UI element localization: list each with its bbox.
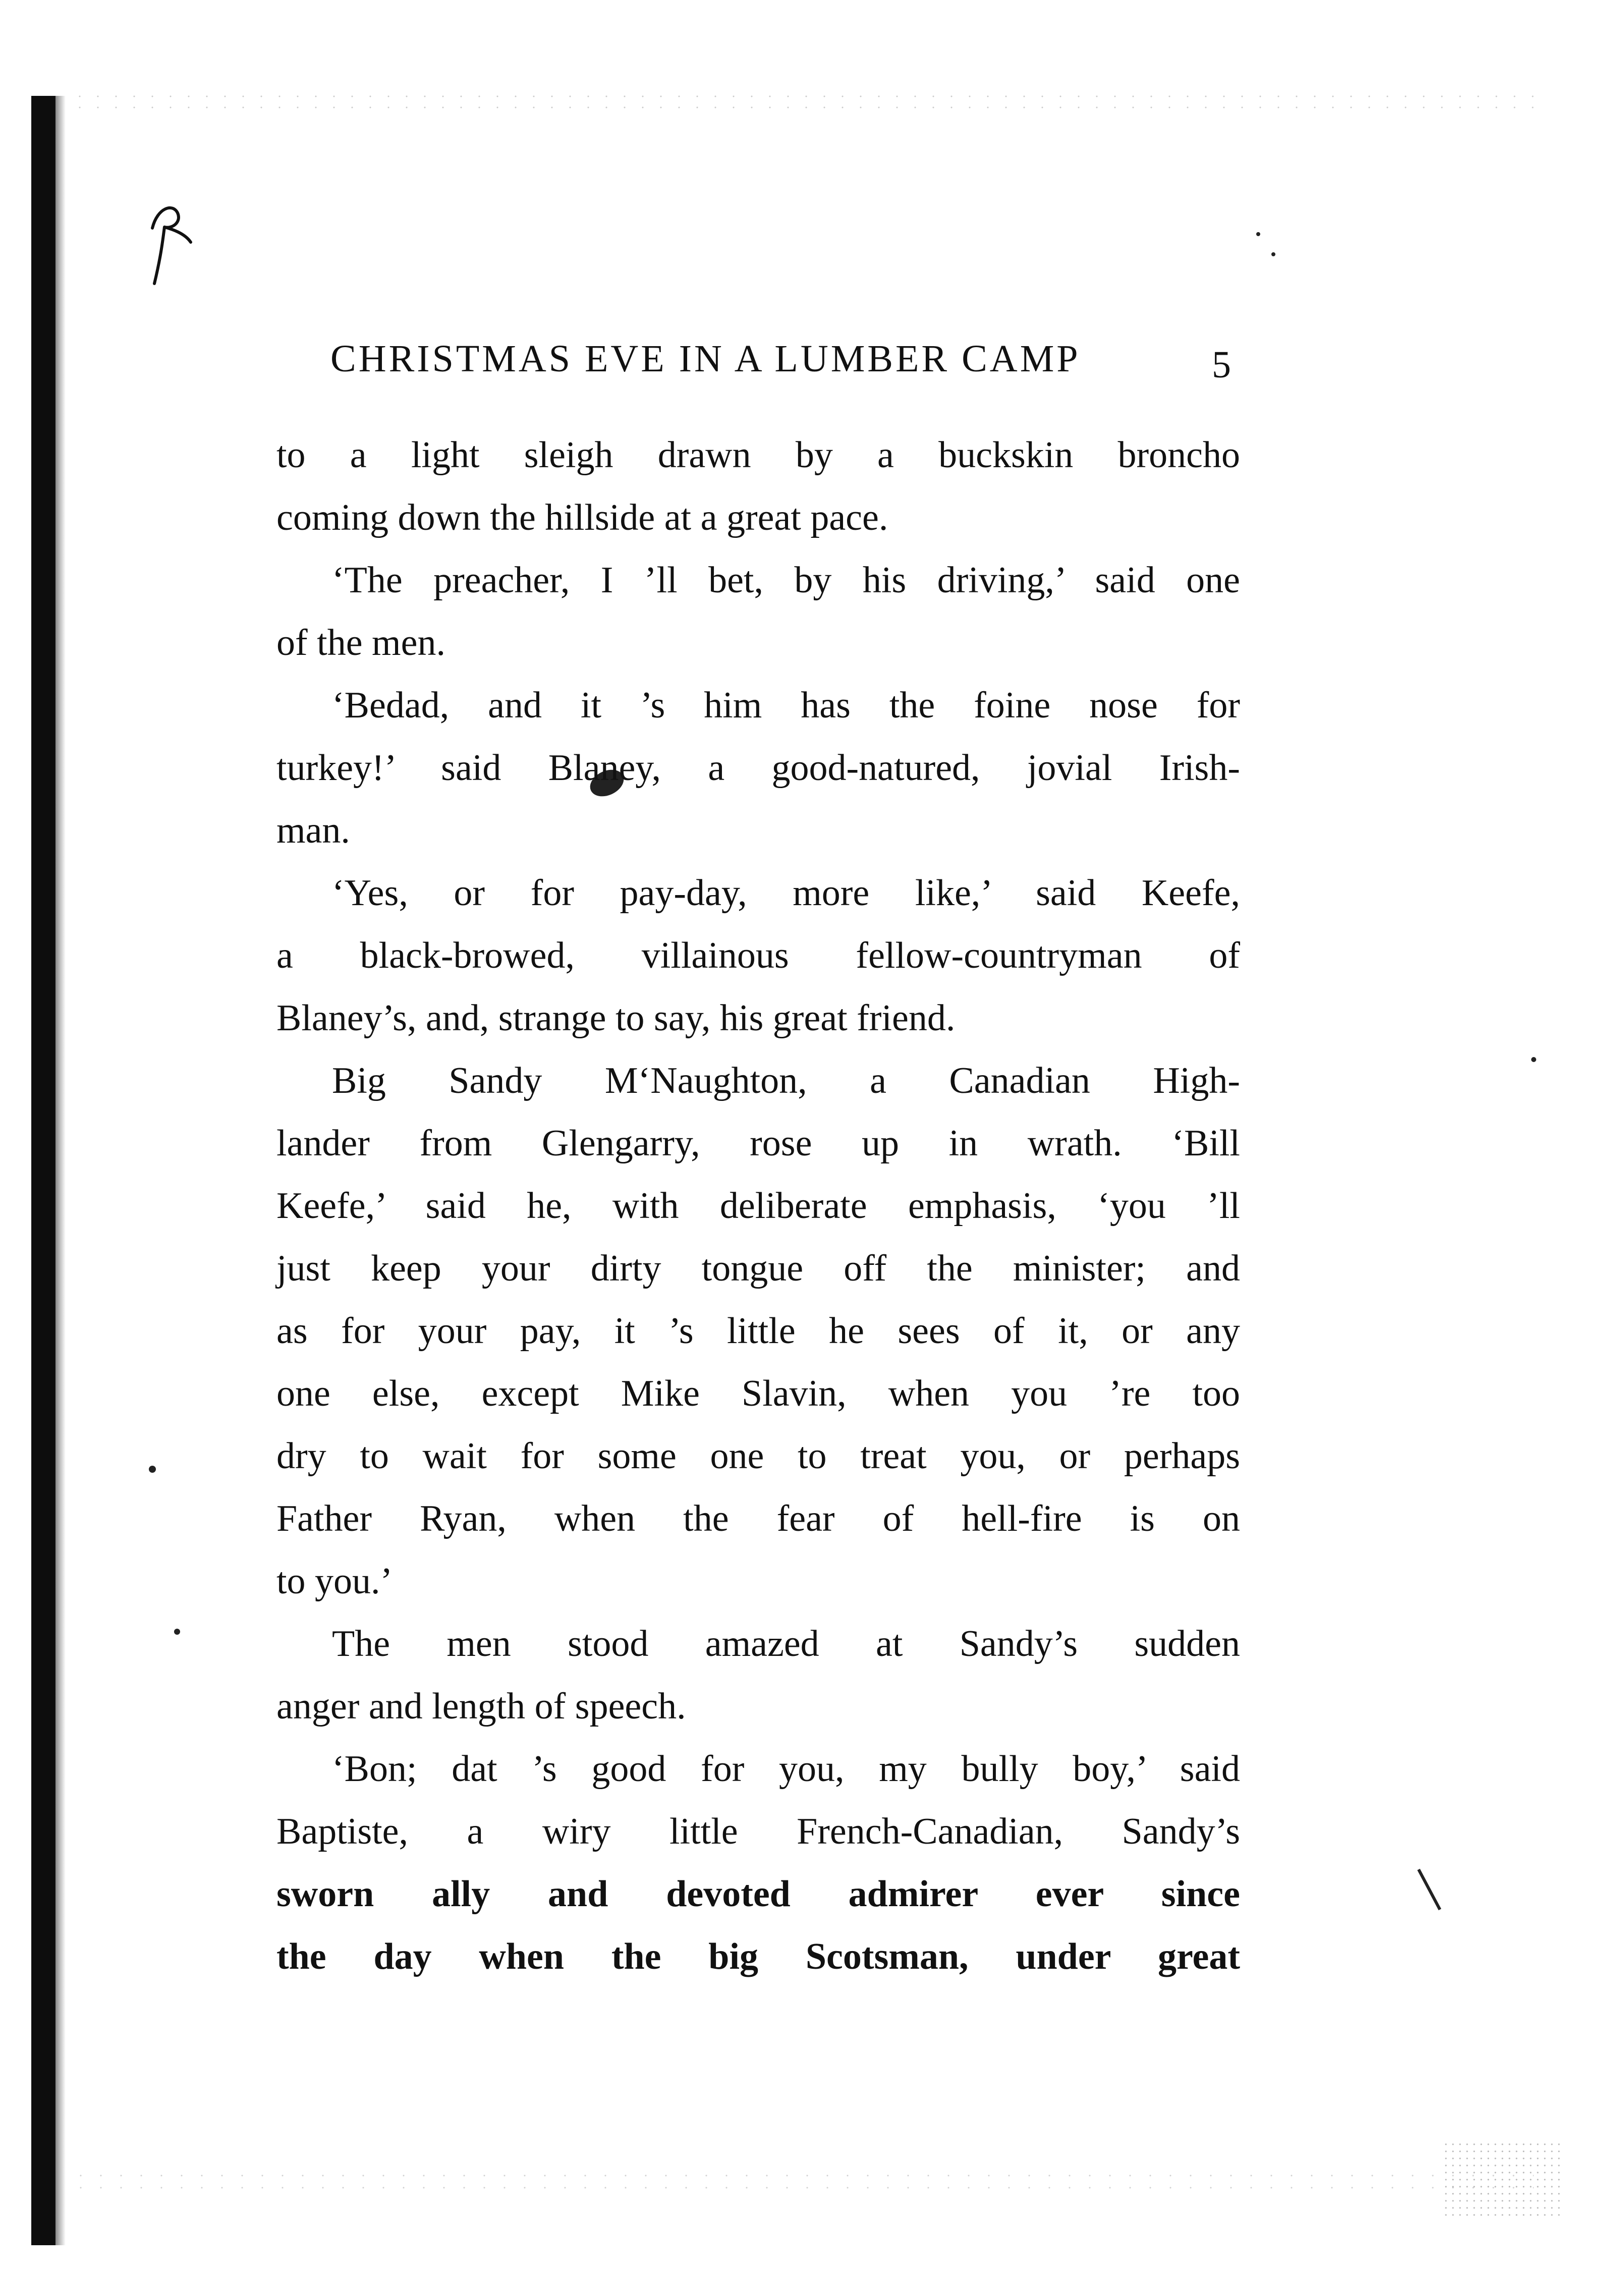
text-line: coming down the hillside at a great pace. bbox=[276, 497, 888, 538]
stray-pen-stroke bbox=[1417, 1869, 1441, 1910]
text-line: dry to wait for some one to treat you, or perhaps bbox=[276, 1435, 1240, 1477]
page-number: 5 bbox=[1212, 344, 1234, 386]
handwritten-margin-mark bbox=[142, 198, 198, 289]
running-title: CHRISTMAS EVE IN A LUMBER CAMP bbox=[330, 338, 1081, 380]
text-line: ‘Yes, or for pay-day, more like,’ said Keefe, bbox=[332, 872, 1240, 914]
text-line: a black-browed, villainous fellow-countryman of bbox=[276, 935, 1240, 976]
ink-speck bbox=[1256, 232, 1260, 236]
text-line: ‘The preacher, I ’ll bet, by his driving,’ said one bbox=[332, 560, 1240, 601]
text-line: one else, except Mike Slavin, when you ’re too bbox=[276, 1373, 1240, 1414]
binding-edge-shadow bbox=[31, 96, 55, 2245]
text-line: ‘Bon; dat ’s good for you, my bully boy,’ said bbox=[332, 1748, 1240, 1790]
text-line: ‘Bedad, and it ’s him has the foine nose for bbox=[332, 685, 1240, 726]
ink-speck bbox=[1531, 1057, 1536, 1062]
text-line: Baptiste, a wiry little French-Canadian, Sandy’s bbox=[276, 1811, 1240, 1852]
ink-speck bbox=[149, 1466, 156, 1473]
text-line: The men stood amazed at Sandy’s sudden bbox=[332, 1623, 1240, 1664]
text-line: Blaney’s, and, strange to say, his great friend. bbox=[276, 997, 956, 1039]
text-line: lander from Glengarry, rose up in wrath. ‘Bill bbox=[276, 1123, 1240, 1164]
scan-noise-top bbox=[71, 91, 1534, 111]
text-line: to you.’ bbox=[276, 1561, 393, 1602]
text-line: of the men. bbox=[276, 622, 445, 663]
body-text bbox=[276, 424, 1240, 1988]
binding-edge-fade bbox=[54, 96, 66, 2245]
text-line: Big Sandy M‘Naughton, a Canadian High- bbox=[332, 1060, 1240, 1101]
text-line: Father Ryan, when the fear of hell-fire is on bbox=[276, 1498, 1240, 1539]
text-line: sworn ally and devoted admirer ever since bbox=[276, 1873, 1240, 1915]
text-line: to a light sleigh drawn by a buckskin broncho bbox=[276, 434, 1240, 476]
scan-noise-corner bbox=[1442, 2141, 1563, 2216]
text-line: the day when the big Scotsman, under great bbox=[276, 1936, 1240, 1977]
text-line: just keep your dirty tongue off the minister; and bbox=[276, 1248, 1240, 1289]
scan-noise-bottom bbox=[71, 2170, 1534, 2195]
running-head bbox=[330, 337, 1234, 387]
text-line: as for your pay, it ’s little he sees of it, or any bbox=[276, 1310, 1240, 1352]
text-line: Keefe,’ said he, with deliberate emphasis, ‘you ’ll bbox=[276, 1185, 1240, 1227]
text-line: man. bbox=[276, 810, 350, 851]
ink-speck bbox=[1271, 252, 1275, 256]
ink-speck bbox=[174, 1629, 180, 1635]
text-line: turkey!’ said Blaney, a good-natured, jovial Irish- bbox=[276, 747, 1240, 789]
text-line: anger and length of speech. bbox=[276, 1686, 686, 1727]
